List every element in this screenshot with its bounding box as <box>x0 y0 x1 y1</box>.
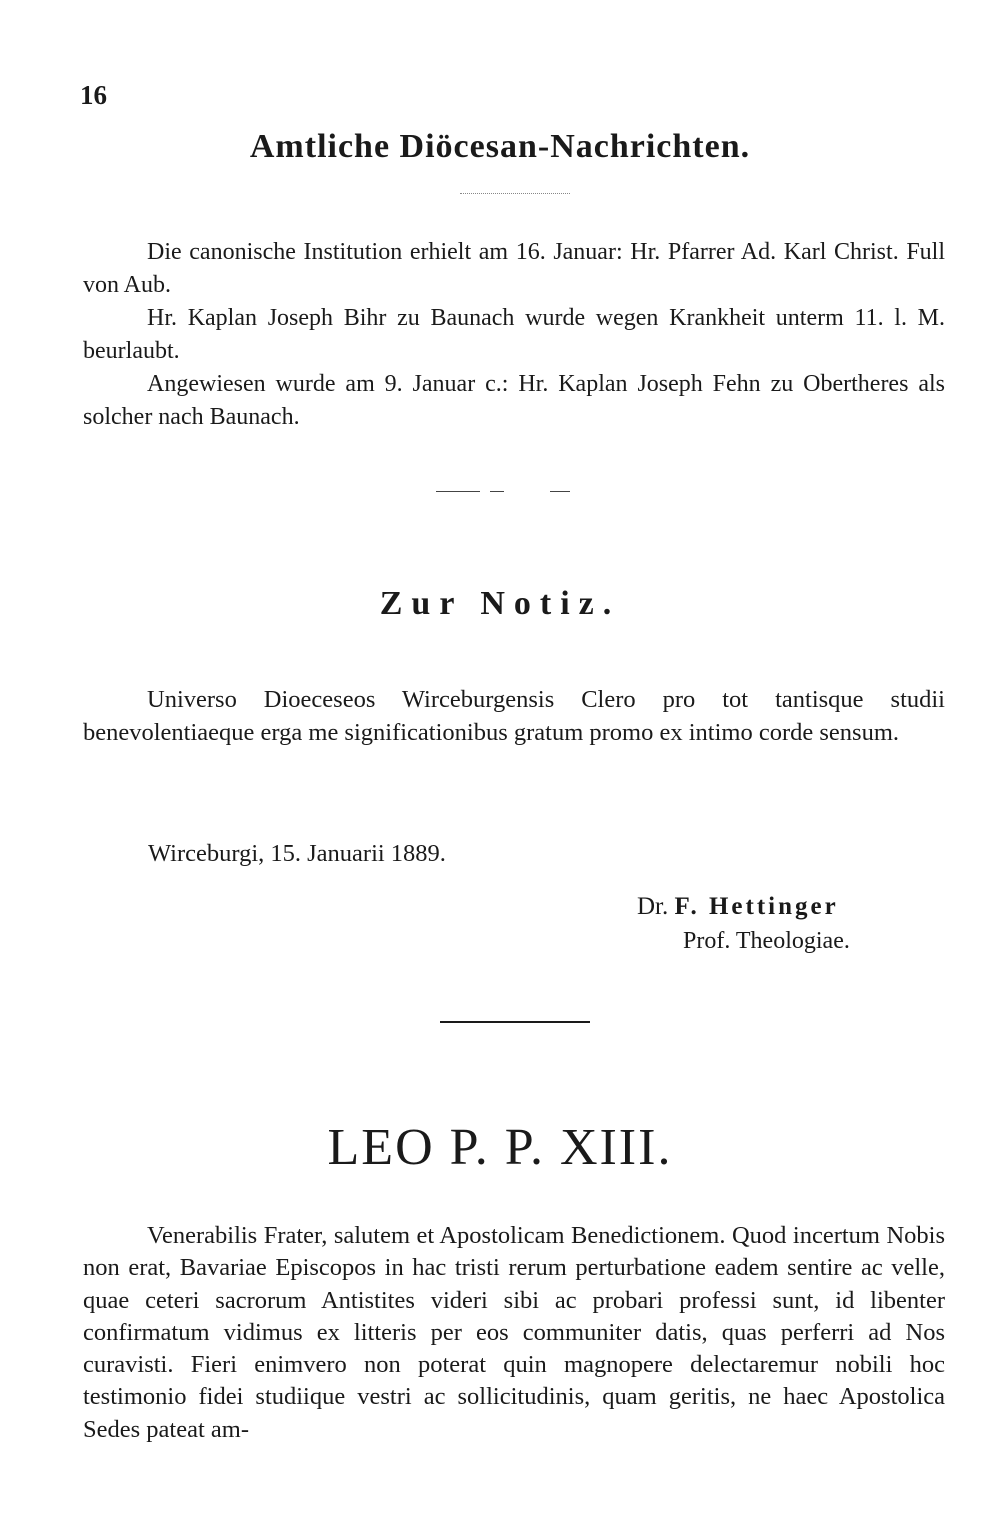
horizontal-rule <box>440 1021 590 1023</box>
notice-paragraph: Die canonische Institution erhielt am 16. Januar: Hr. Pfarrer Ad. Karl Christ. Full von Aub. <box>83 239 945 298</box>
section-title-amtliche: Amtliche Diöcesan-Nachrichten. <box>249 128 751 165</box>
section-divider-left <box>436 491 480 492</box>
section-divider-mid <box>490 491 504 492</box>
latin-notice-paragraph: Universo Dioeceseos Wirceburgensis Clero pro tot tantisque studii benevolentiaeque erga me significationibus gratum promo ex intimo corde sensum. <box>83 686 945 746</box>
signature-prefix: Dr. <box>637 893 669 920</box>
section-title-leo: LEO P. P. XIII. <box>327 1119 673 1176</box>
signature-title: Prof. Theologiae. <box>683 928 850 954</box>
papal-letter-paragraph: Venerabilis Frater, salutem et Apostolicam Benedictionem. Quod incertum Nobis non erat, Bavariae Episcopos in hac tristi rerum perturbatione eadem sentire ac velle, quae ceteri sacrorum Antistites videri sibi ac probari professi sunt, id libenter confirmatum vidimus ex litteris per eos communiter datis, quas perferri ad Nos curavisti. Fieri enimvero non poterat quin magnopere delectaremur nobili hoc testimonio fidei studiique vestri ac sollicitudinis, quam geritis, ne haec Apostolica Sedes pateat am- <box>83 1222 945 1443</box>
notice-paragraph: Hr. Kaplan Joseph Bihr zu Baunach wurde wegen Krankheit unterm 11. l. M. beurlaubt. <box>83 305 945 364</box>
signature-name <box>637 893 839 921</box>
section-title-zur-notiz: Zur Notiz. <box>379 585 621 622</box>
notice-paragraph: Angewiesen wurde am 9. Januar c.: Hr. Kaplan Joseph Fehn zu Obertheres als solcher nach Baunach. <box>83 371 945 430</box>
dateline: Wirceburgi, 15. Januarii 1889. <box>148 840 446 867</box>
decorative-dotted-divider <box>460 193 570 194</box>
section-divider-right <box>550 491 570 492</box>
page-number: 16 <box>80 80 107 110</box>
signature-surname: F. Hettinger <box>674 893 839 920</box>
